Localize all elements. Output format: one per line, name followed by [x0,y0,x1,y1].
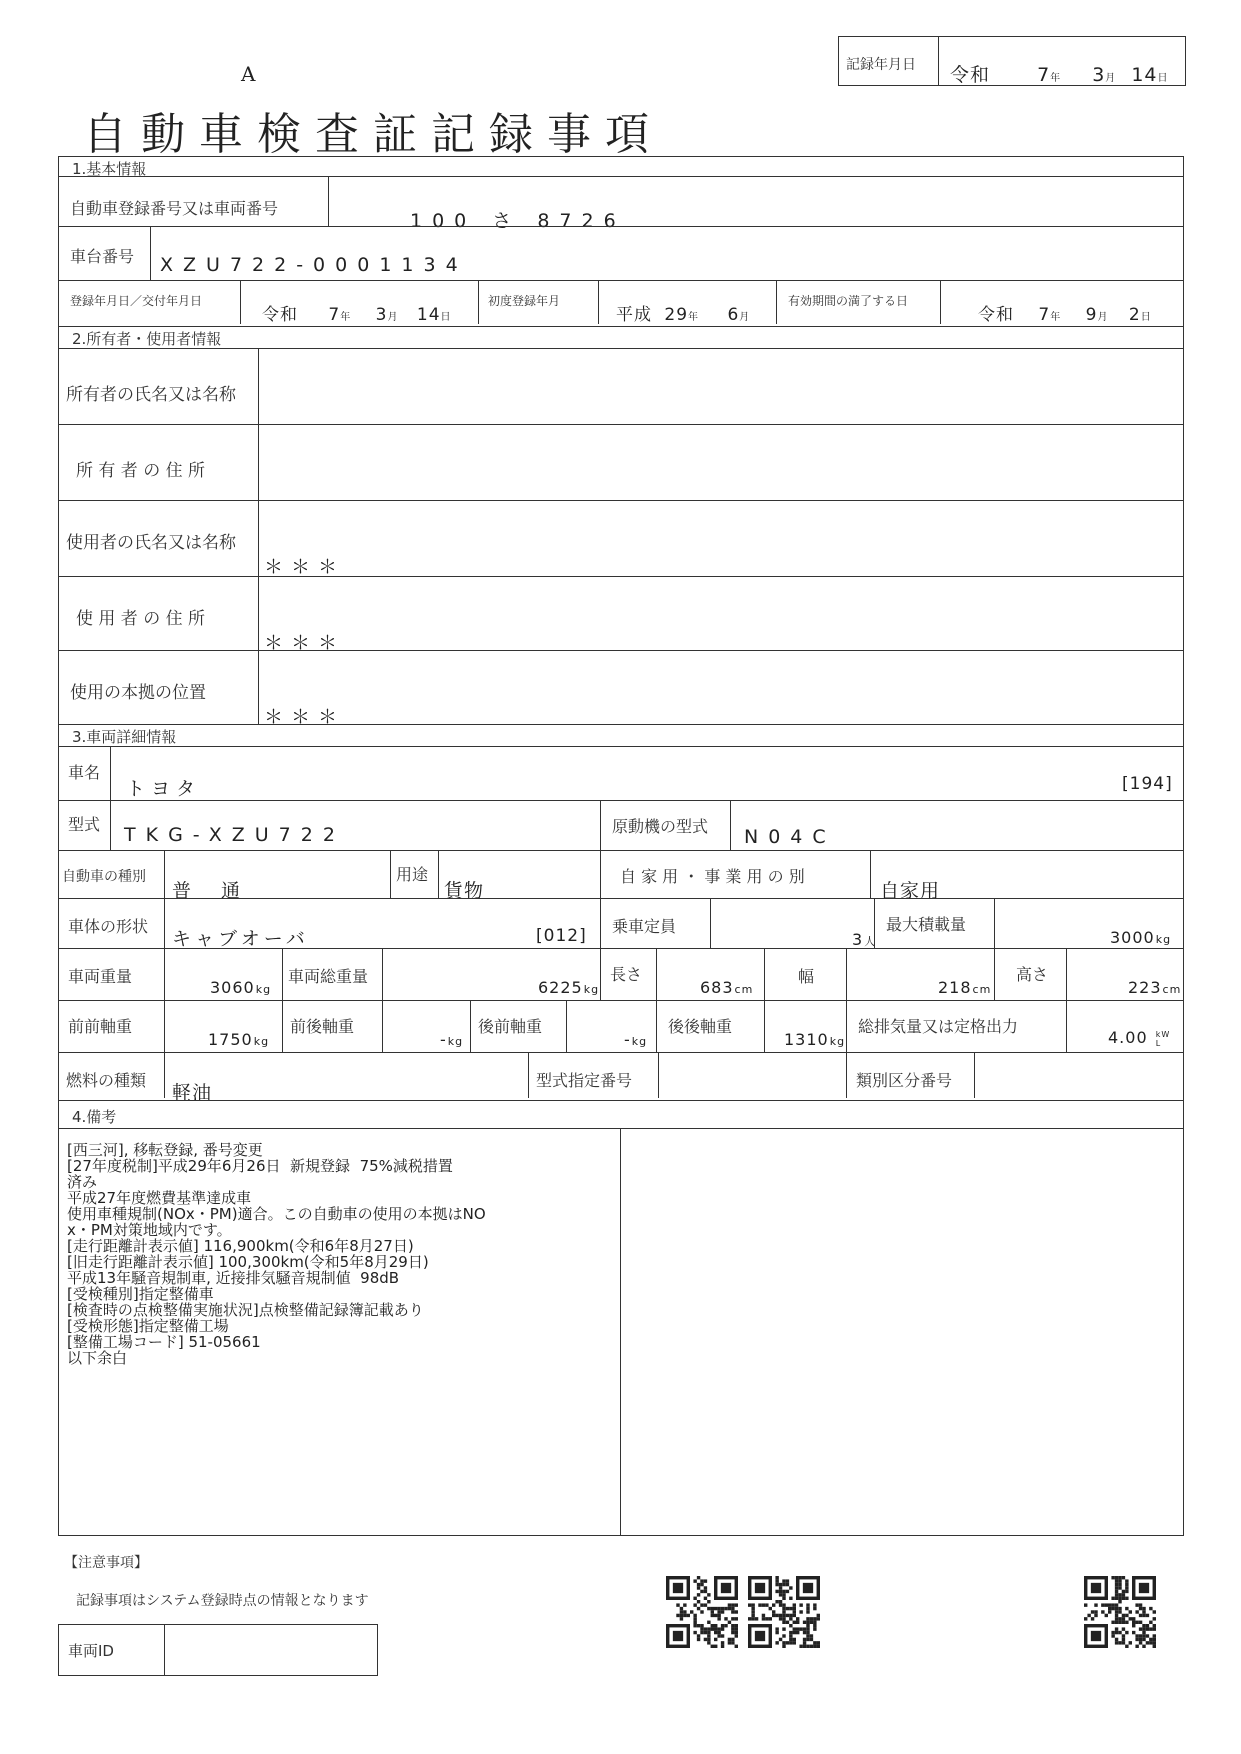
max-load: 3000kg [1110,928,1172,947]
section-basic: 1.基本情報 [72,160,147,178]
user-name: ＊＊＊ [264,556,346,578]
first-reg: 平成 29年 6月 [616,305,751,325]
user-name-label: 使用者の氏名又は名称 [66,533,236,553]
kind-label: 自動車の種別 [62,869,146,885]
width-label: 幅 [798,967,815,986]
ff-axle: 1750kg [208,1030,270,1049]
maker-code: [194] [1122,774,1173,794]
capacity-label: 乗車定員 [612,917,677,936]
fuel-label: 燃料の種類 [66,1071,147,1090]
page-title: 自動車検査証記録事項 [83,109,663,160]
section-remarks: 4.備考 [72,1108,117,1126]
weight: 3060kg [210,978,272,997]
height: 223cm [1128,978,1182,997]
record-date: 令和 7年 3月 14日 [950,64,1169,86]
qr-code-3 [1084,1576,1156,1648]
width: 218cm [938,978,992,997]
base-location: ＊＊＊ [264,706,346,728]
qr-code-2 [748,1576,820,1648]
expiry-label: 有効期間の満了する日 [788,294,909,308]
gross: 6225kg [538,978,600,997]
sheet-mark: A [241,62,256,86]
owner-name-label: 所有者の氏名又は名称 [66,385,236,405]
fr-axle: -kg [440,1030,464,1049]
ff-axle-label: 前前軸重 [68,1017,133,1036]
section-vehicle: 3.車両詳細情報 [72,728,177,746]
reg-number-label: 自動車登録番号又は車両番号 [70,199,279,218]
rr-axle-label: 後後軸重 [668,1017,733,1036]
body: キャブオーバ [172,928,309,950]
fuel: 軽油 [172,1082,213,1104]
use-label: 用途 [396,865,429,884]
engine-label: 原動機の型式 [612,817,709,836]
body-code: [012] [536,926,587,946]
vehicle-id-label: 車両ID [68,1642,114,1660]
body-label: 車体の形状 [68,917,149,936]
length: 683cm [700,978,754,997]
owner-addr-label: 所 有 者 の 住 所 [76,461,206,481]
capacity: 3人 [852,930,877,949]
model-label: 型式 [68,815,101,834]
private: 自家用 [880,880,941,902]
chassis-number: XZU722-0001134 [160,254,468,276]
reg-date-label: 登録年月日／交付年月日 [70,294,203,308]
model: TKG-XZU722 [124,824,345,846]
reg-number: 100 さ 8726 [410,210,626,232]
remarks-text: [西三河], 移転登録, 番号変更 [27年度税制]平成29年6月26日 新規登録 75%減税措置 済み 平成27年度燃費基準達成車 使用車種規制(NOx・PM)適合。この自動車の使用の本拠はNO x・PM対策地域内です。 [走行距離計表示値] 116,900km(令和6年8月27日) [旧走行距離計表示値] 100,300km(令和5年8月29日) 平成13年騒音規制車, 近接排気騒音規制値 98dB [受検種別]指定整備車 [検査時の点検整備実施状況]点検整備記録簿記載あり [受検形態]指定整備工場 [整備工場コード] 51-05661 以下余白 [67,1141,486,1367]
use: 貨物 [444,880,485,902]
fr-axle-label: 前後軸重 [290,1017,355,1036]
notice-title: 【注意事項】 [64,1555,148,1571]
expiry-date: 令和 7年 9月 2日 [978,305,1152,325]
notice-text: 記録事項はシステム登録時点の情報となります [76,1593,369,1609]
displacement: 4.00 kW L [1108,1028,1171,1048]
max-load-label: 最大積載量 [886,915,967,934]
maker: トヨタ [126,778,202,800]
weight-label: 車両重量 [68,967,133,986]
rf-axle-label: 後前軸重 [478,1017,543,1036]
private-label: 自 家 用 ・ 事 業 用 の 別 [620,867,805,886]
reg-date: 令和 7年 3月 14日 [262,305,452,325]
engine: N04C [744,826,836,848]
chassis-label: 車台番号 [70,247,135,266]
height-label: 高さ [1016,965,1049,984]
class-label: 類別区分番号 [856,1071,953,1090]
rf-axle: -kg [624,1030,648,1049]
gross-label: 車両総重量 [288,967,369,986]
rr-axle: 1310kg [784,1030,846,1049]
record-date-label: 記録年月日 [846,57,916,73]
qr-code-1 [666,1576,738,1648]
kind: 普 通 [172,880,253,902]
type-no-label: 型式指定番号 [536,1071,633,1090]
first-reg-label: 初度登録年月 [488,294,561,308]
base-label: 使用の本拠の位置 [70,683,206,703]
section-owner: 2.所有者・使用者情報 [72,330,222,348]
maker-label: 車名 [68,763,101,782]
length-label: 長さ [610,965,643,984]
user-addr-label: 使 用 者 の 住 所 [76,609,206,629]
user-addr: ＊＊＊ [264,632,346,654]
displacement-label: 総排気量又は定格出力 [858,1017,1019,1036]
